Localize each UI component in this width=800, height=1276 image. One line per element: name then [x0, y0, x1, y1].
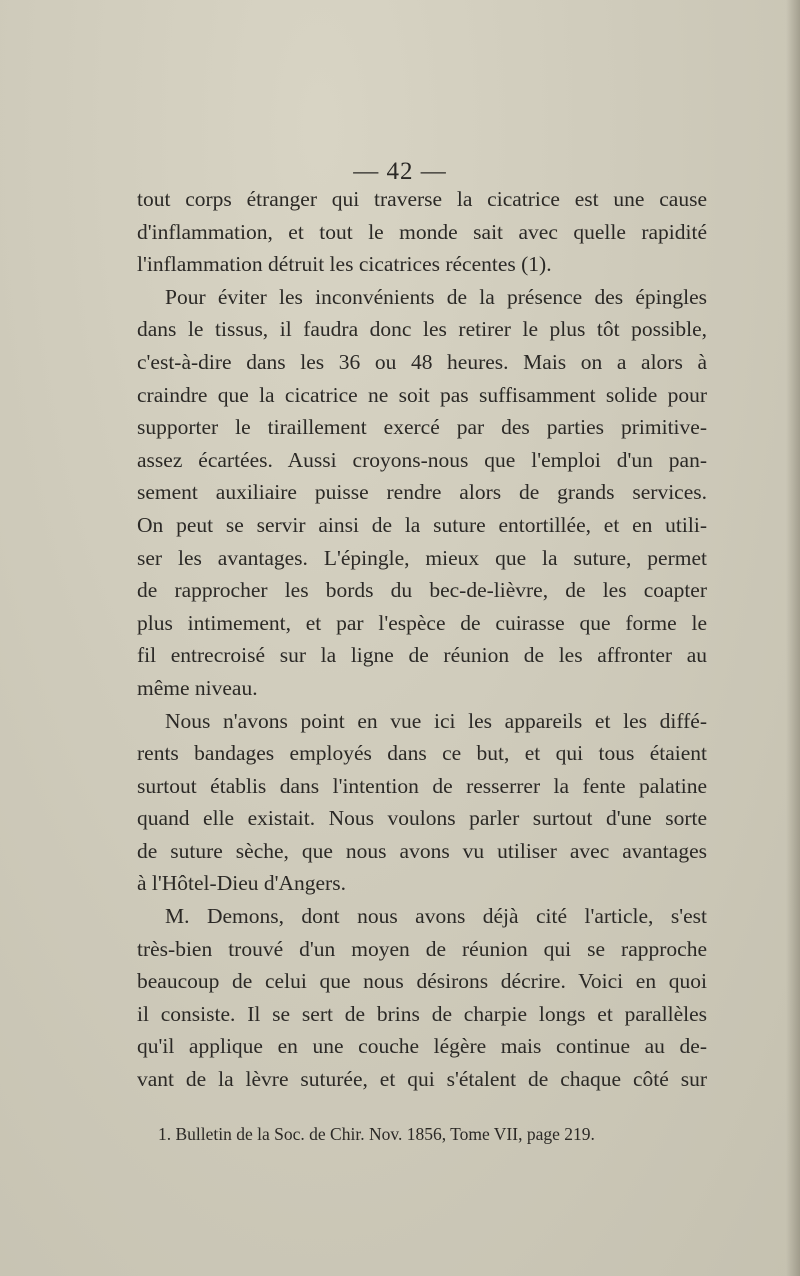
- text-line: Pour éviter les inconvénients de la présence des épingles: [165, 284, 707, 309]
- text-line: qu'il applique en une couche légère mais continue au de-: [137, 1034, 707, 1059]
- text-line: il consiste. Il se sert de brins de charpie longs et parallèles: [137, 1001, 707, 1026]
- text-line: supporter le tiraillement exercé par des parties primitive-: [137, 415, 707, 440]
- text-line: ser les avantages. L'épingle, mieux que la suture, permet: [137, 545, 707, 570]
- text-line: assez écartées. Aussi croyons-nous que l'emploi d'un pan-: [137, 447, 707, 472]
- text-line: fil entrecroisé sur la ligne de réunion de les affronter au: [137, 643, 707, 668]
- text-line: dans le tissus, il faudra donc les retirer le plus tôt possible,: [137, 317, 707, 342]
- text-line: de suture sèche, que nous avons vu utiliser avec avantages: [137, 838, 707, 863]
- text-line: c'est-à-dire dans les 36 ou 48 heures. Mais on a alors à: [137, 349, 707, 374]
- text-line: d'inflammation, et tout le monde sait avec quelle rapidité: [137, 219, 707, 244]
- page-edge-shadow: [786, 0, 800, 1276]
- text-line: plus intimement, et par l'espèce de cuirasse que forme le: [137, 610, 707, 635]
- body-text: [137, 183, 707, 1096]
- text-line: vant de la lèvre suturée, et qui s'étalent de chaque côté sur: [137, 1067, 707, 1092]
- text-line: rents bandages employés dans ce but, et qui tous étaient: [137, 741, 707, 766]
- text-line: On peut se servir ainsi de la suture entortillée, et en utili-: [137, 512, 707, 537]
- page-number: — 42 —: [353, 158, 447, 185]
- footnote: 1. Bulletin de la Soc. de Chir. Nov. 1856, Tome VII, page 219.: [158, 1124, 595, 1144]
- text-line: très-bien trouvé d'un moyen de réunion qui se rapproche: [137, 936, 707, 961]
- text-line: quand elle existait. Nous voulons parler surtout d'une sorte: [137, 806, 707, 831]
- text-line: à l'Hôtel-Dieu d'Angers.: [137, 871, 346, 896]
- text-line: surtout établis dans l'intention de resserrer la fente palatine: [137, 773, 707, 798]
- text-line: même niveau.: [137, 675, 258, 700]
- text-line: l'inflammation détruit les cicatrices récentes (1).: [137, 252, 552, 277]
- text-line: beaucoup de celui que nous désirons décrire. Voici en quoi: [137, 969, 707, 994]
- text-line: craindre que la cicatrice ne soit pas suffisamment solide pour: [137, 382, 707, 407]
- text-line: tout corps étranger qui traverse la cicatrice est une cause: [137, 187, 707, 211]
- text-line: Nous n'avons point en vue ici les appareils et les diffé-: [165, 708, 707, 733]
- text-line: sement auxiliaire puisse rendre alors de grands services.: [137, 480, 707, 505]
- text-line: M. Demons, dont nous avons déjà cité l'article, s'est: [165, 904, 707, 929]
- text-line: de rapprocher les bords du bec-de-lièvre, de les coapter: [137, 578, 707, 603]
